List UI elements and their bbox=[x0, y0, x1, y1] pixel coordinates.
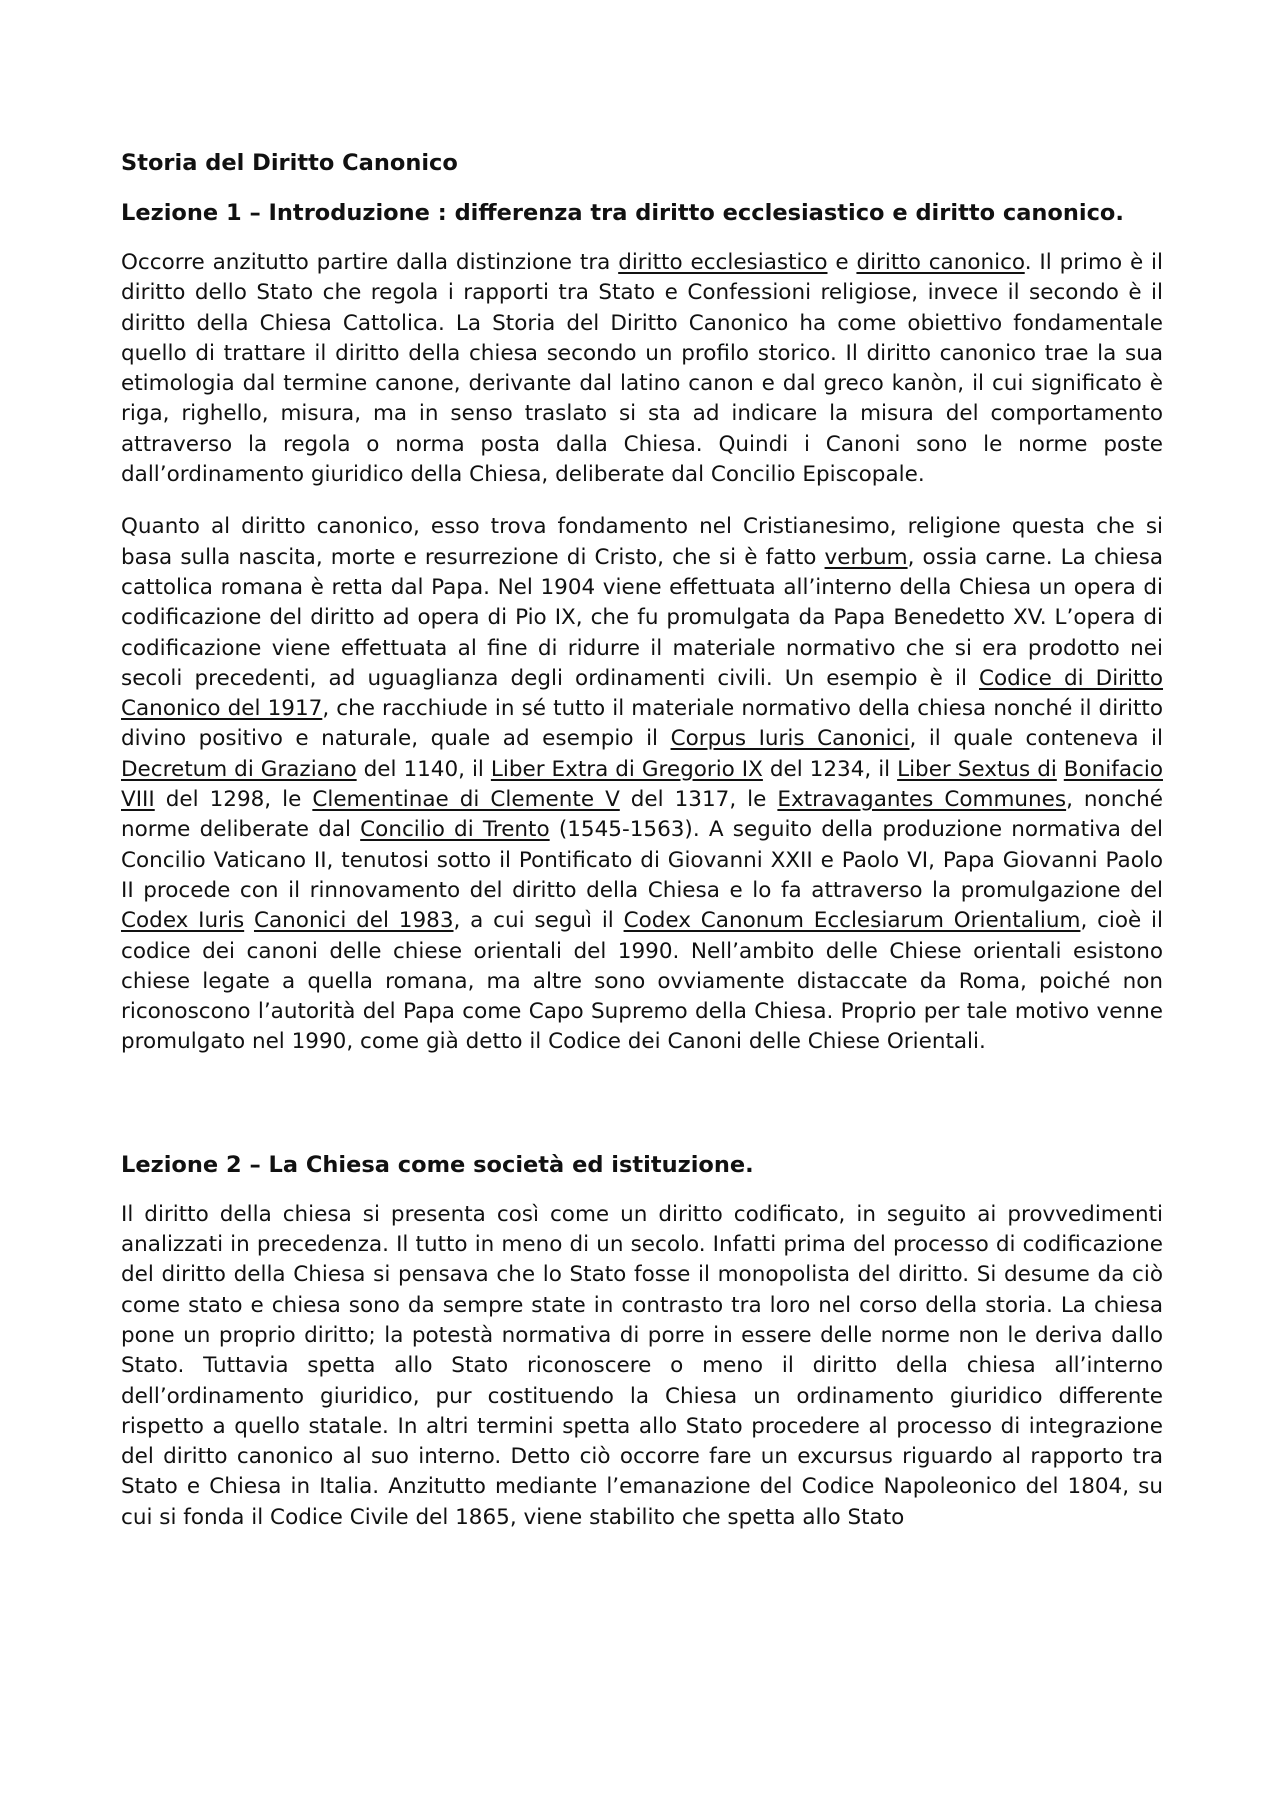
underlined-term: Canonici del 1983 bbox=[253, 908, 454, 934]
text-run: , che racchiude in sé tutto il materiale normativo della chiesa nonché il diritto divino positivo e naturale, quale ad esempio il bbox=[121, 696, 1163, 752]
text-run: . Il primo è il diritto dello Stato che regola i rapporti tra Stato e Confessioni religiose, invece il secondo è il diritto della Chiesa Cattolica. La Storia del Diritto Canonico ha come obiettivo fondamentale quello di trattare il diritto della chiesa secondo un profilo storico. Il diritto canonico trae la sua etimologia dal termine canone, derivante dal latino canon e dal greco kanòn, il cui significato è riga, righello, misura, ma in senso traslato si sta ad indicare la misura del comportamento attraverso la regola o norma posta dalla Chiesa. Quindi i Canoni sono le norme poste dall’ordinamento giuridico della Chiesa, deliberate dal Concilio Episcopale. bbox=[121, 250, 1164, 488]
text-run: (1545-1563). A seguito della produzione normativa del Concilio Vaticano II, tenutosi sotto il Pontificato di Giovanni XXII e Paolo VI, Papa Giovanni Paolo II procede con il rinnovamento del diritto della Chiesa e lo fa attraverso la promulgazione del bbox=[121, 817, 1163, 903]
underlined-term: Codice di Diritto Canonico del 1917 bbox=[121, 665, 1164, 722]
lesson-1-paragraph-1 bbox=[121, 248, 1163, 490]
underlined-term: diritto canonico bbox=[856, 250, 1025, 275]
document-title: Storia del Diritto Canonico bbox=[121, 150, 458, 176]
lesson-1-heading: Lezione 1 – Introduzione : differenza tra diritto ecclesiastico e diritto canonico. bbox=[121, 200, 1124, 226]
underlined-term: Codex Canonum Ecclesiarum Orientalium bbox=[623, 908, 1081, 934]
text-run: , nonché norme deliberate dal bbox=[121, 787, 1164, 843]
text-run: e bbox=[827, 250, 857, 275]
document-page bbox=[121, 148, 1163, 1533]
lesson-1-paragraph-2 bbox=[121, 512, 1163, 1057]
underlined-term: Liber Sextus di bbox=[897, 756, 1057, 782]
underlined-term: Liber Extra di Gregorio IX bbox=[490, 756, 763, 782]
text-run: del 1140, il bbox=[356, 756, 491, 782]
text-run: del 1298, le bbox=[154, 787, 313, 813]
lesson-2-paragraph-1: Il diritto della chiesa si presenta così come un diritto codificato, in seguito ai provvedimenti analizzati in precedenza. Il tutto in meno di un secolo. Infatti prima del processo di codificazione del diritto della Chiesa si pensava che lo Stato fosse il monopolista del diritto. Si desume da ciò come stato e chiesa sono da sempre state in contrasto tra loro nel corso della storia. La chiesa pone un proprio diritto; la potestà normativa di porre in essere delle norme non le deriva dallo Stato. Tuttavia spetta allo Stato riconoscere o meno il diritto della chiesa all’interno dell’ordinamento giuridico, pur costituendo la Chiesa un ordinamento giuridico differente rispetto a quello statale. In altri termini spetta allo Stato procedere al processo di integrazione del diritto canonico al suo interno. Detto ciò occorre fare un excursus riguardo al rapporto tra Stato e Chiesa in Italia. Anzitutto mediante l’emanazione del Codice Napoleonico del 1804, su cui si fonda il Codice Civile del 1865, viene stabilito che spetta allo Stato bbox=[121, 1201, 1163, 1530]
text-run: del 1317, le bbox=[619, 787, 778, 813]
lesson-2-heading: Lezione 2 – La Chiesa come società ed istituzione. bbox=[121, 1151, 754, 1178]
underlined-term: Decretum di Graziano bbox=[121, 756, 357, 782]
underlined-term: Extravagantes Communes bbox=[777, 787, 1067, 813]
text-run: Quanto al diritto canonico, esso trova fondamento nel Cristianesimo, religione questa che si basa sulla nascita, morte e resurrezione di Cristo, che si è fatto bbox=[121, 514, 1163, 570]
text-run: Occorre anzitutto partire dalla distinzione tra bbox=[121, 250, 619, 275]
underlined-term: Codex Iuris bbox=[121, 908, 245, 934]
text-run: del 1234, il bbox=[762, 756, 898, 782]
text-run bbox=[1057, 757, 1064, 782]
text-run: , a cui seguì il bbox=[453, 908, 624, 934]
text-run bbox=[244, 908, 254, 933]
underlined-term: Clementinae di Clemente V bbox=[312, 787, 620, 813]
underlined-term: Corpus Iuris Canonici bbox=[670, 726, 910, 752]
underlined-term: Concilio di Trento bbox=[360, 817, 550, 843]
text-run: , ossia carne. La chiesa cattolica romana è retta dal Papa. Nel 1904 viene effettuata all’interno della Chiesa un opera di codificazione del diritto ad opera di Pio IX, che fu promulgata da Papa Benedetto XV. L’opera di codificazione viene effettuata al fine di ridurre il materiale normativo che si era prodotto nei secoli precedenti, ad uguaglianza degli ordinamenti civili. Un esempio è il bbox=[121, 544, 1163, 691]
text-run: , cioè il codice dei canoni delle chiese orientali del 1990. Nell’ambito delle Chiese orientali esistono chiese legate a quella romana, ma altre sono ovviamente distaccate da Roma, poiché non riconoscono l’autorità del Papa come Capo Supremo della Chiesa. Proprio per tale motivo venne promulgato nel 1990, come già detto il Codice dei Canoni delle Chiese Orientali. bbox=[121, 908, 1163, 1055]
underlined-term: diritto ecclesiastico bbox=[618, 250, 828, 275]
text-run: , il quale conteneva il bbox=[909, 726, 1163, 752]
underlined-term: verbum bbox=[824, 544, 908, 570]
underlined-term: Bonifacio VIII bbox=[121, 756, 1163, 813]
